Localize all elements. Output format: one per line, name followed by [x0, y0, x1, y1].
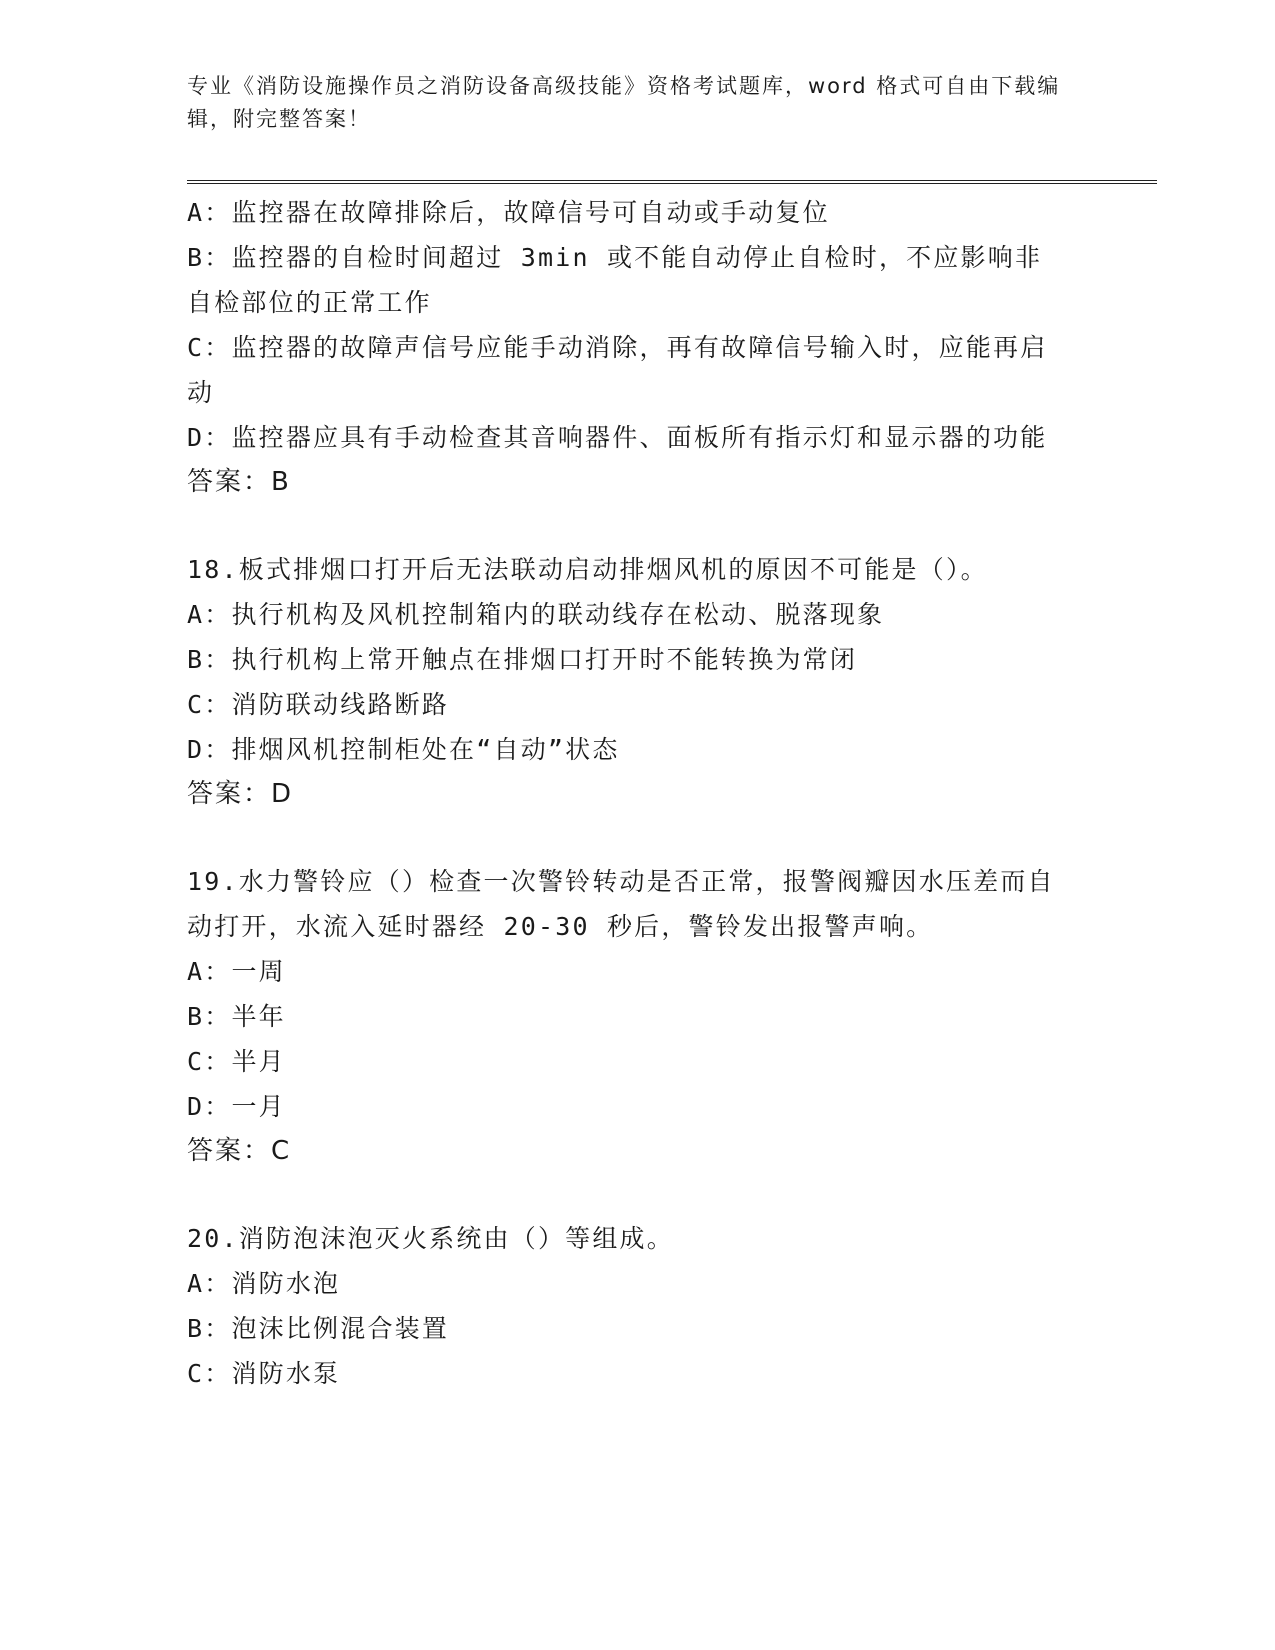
q20-option-c: C：消防水泵: [187, 1359, 341, 1388]
question-18-block: [187, 547, 1067, 817]
q17-option-a: A：监控器在故障排除后，故障信号可自动或手动复位: [187, 198, 830, 227]
q17-option-b: B：监控器的自检时间超过 3min 或不能自动停止自检时，不应影响非自检部位的正常工作: [187, 243, 1043, 317]
document-page: [187, 70, 1087, 1396]
header-divider: [187, 180, 1157, 184]
q18-option-d: D：排烟风机控制柜处在“自动”状态: [187, 735, 620, 764]
q17-answer: 答案：B: [187, 467, 291, 497]
q19-question: 19.水力警铃应（）检查一次警铃转动是否正常，报警阀瓣因水压差而自动打开，水流入延时器经 20-30 秒后，警铃发出报警声响。: [187, 867, 1055, 941]
q17-option-c: C：监控器的故障声信号应能手动消除，再有故障信号输入时，应能再启动: [187, 333, 1048, 407]
q18-answer: 答案：D: [187, 779, 294, 809]
q18-option-b: B：执行机构上常开触点在排烟口打开时不能转换为常闭: [187, 645, 858, 674]
q19-option-c: C：半月: [187, 1047, 286, 1076]
q17-option-d: D：监控器应具有手动检查其音响器件、面板所有指示灯和显示器的功能: [187, 423, 1048, 452]
question-20-block: [187, 1216, 1067, 1396]
question-19-block: [187, 859, 1067, 1174]
q20-option-b: B：泡沫比例混合装置: [187, 1314, 450, 1343]
q19-option-d: D：一月: [187, 1092, 286, 1121]
q20-option-a: A：消防水泡: [187, 1269, 341, 1298]
q19-option-b: B：半年: [187, 1002, 286, 1031]
question-17-block: [187, 190, 1067, 505]
document-header: 专业《消防设施操作员之消防设备高级技能》资格考试题库，word 格式可自由下载编辑，附完整答案！: [187, 74, 1061, 131]
q18-option-c: C：消防联动线路断路: [187, 690, 450, 719]
question-content: [187, 190, 1067, 1396]
q19-option-a: A：一周: [187, 957, 286, 986]
q20-question: 20.消防泡沫泡灭火系统由（）等组成。: [187, 1224, 674, 1253]
q18-question: 18.板式排烟口打开后无法联动启动排烟风机的原因不可能是（）。: [187, 555, 988, 584]
q19-answer: 答案：C: [187, 1136, 292, 1166]
q18-option-a: A：执行机构及风机控制箱内的联动线存在松动、脱落现象: [187, 600, 885, 629]
